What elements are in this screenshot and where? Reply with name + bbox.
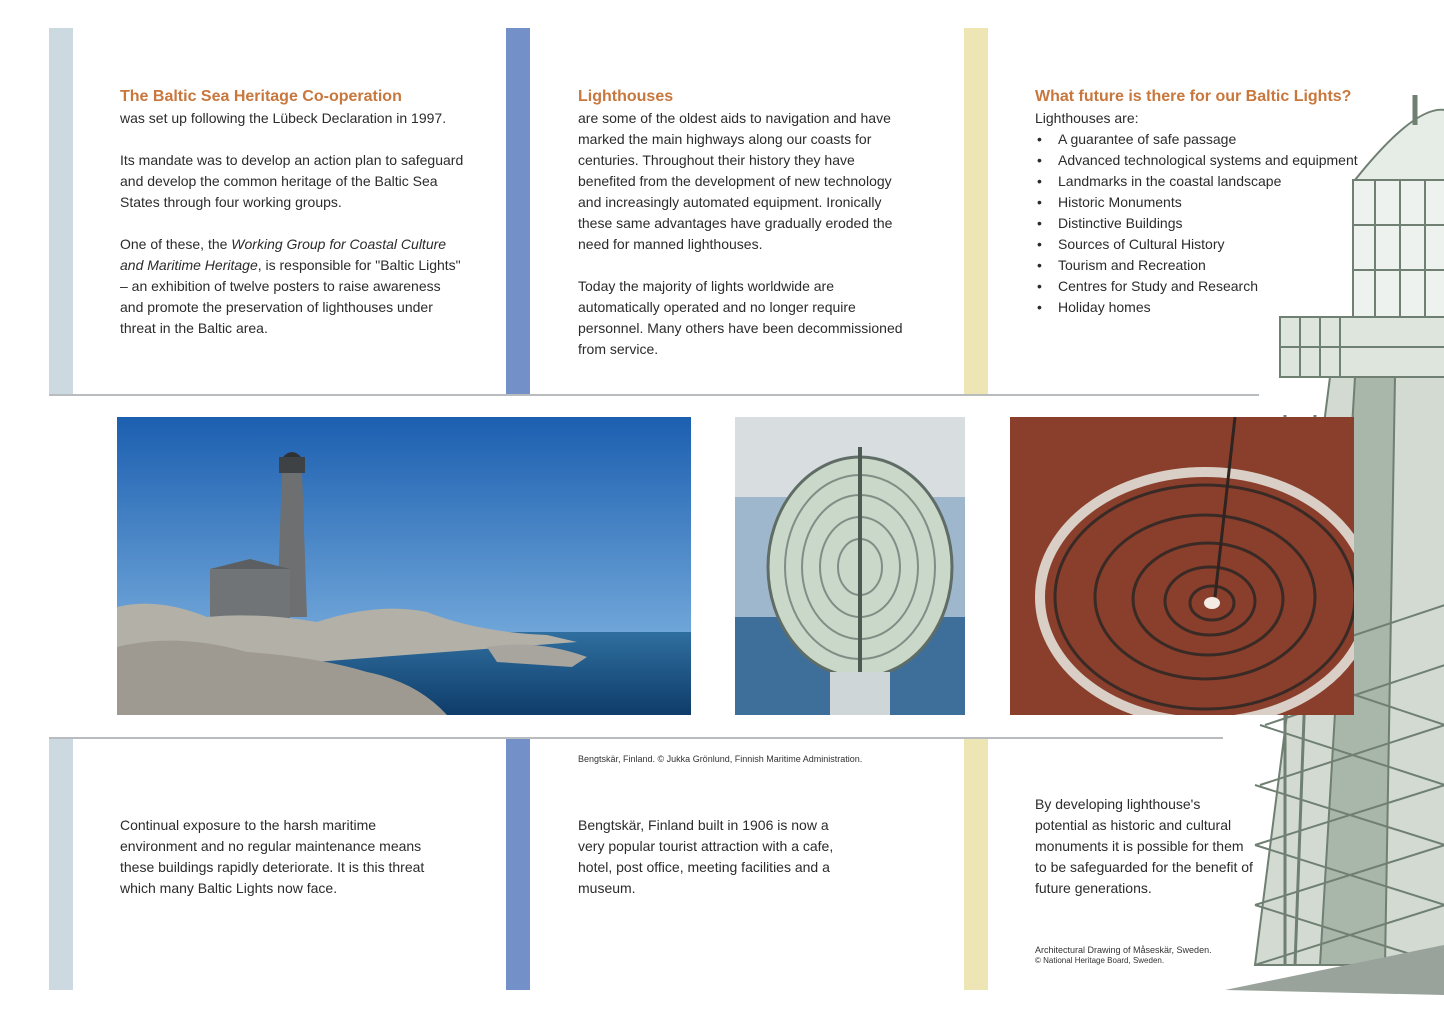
column-bar-1-bottom [49,738,73,990]
list-item: • Advanced technological systems and equipment [1035,150,1365,171]
list-item: • Holiday homes [1035,297,1365,318]
list-item: • Distinctive Buildings [1035,213,1365,234]
fresnel-lens-photo [735,417,965,715]
list-item: • Centres for Study and Research [1035,276,1365,297]
column-bar-3-top [964,28,988,394]
top-divider [49,394,1259,396]
bottom-divider [49,737,1223,739]
lighthouses-section [578,86,913,381]
future-paragraph [1035,794,1253,920]
paragraph: One of these, the Working Group for Coastal Culture and Maritime Heritage, is responsible for "Baltic Lights" – an exhibition of twelve posters to raise awareness and promote the preservation of lighthouses under threat in the Baltic area. [120,236,461,336]
paragraph: Its mandate was to develop an action plan to safeguard and develop the common heritage of the Baltic Sea States through four working groups. [120,152,464,210]
section-heading: The Baltic Sea Heritage Co-operation [120,88,402,105]
column-bar-2-bottom [506,738,530,990]
list-item: • Sources of Cultural History [1035,234,1365,255]
heritage-cooperation-section [120,86,465,360]
paragraph: Continual exposure to the harsh maritime environment and no regular maintenance means these buildings rapidly deteriorate. It is this threat which many Baltic Lights now face. [120,817,425,896]
drawing-caption: Architectural Drawing of Måseskär, Sweden. [1035,945,1212,955]
section-heading: Lighthouses [578,88,674,105]
paragraph: Bengtskär, Finland built in 1906 is now a very popular tourist attraction with a cafe, hotel, post office, meeting facilities and a museum. [578,817,834,896]
list-item: • Landmarks in the coastal landscape [1035,171,1365,192]
bengtskar-paragraph [578,815,838,920]
column-bar-1-top [49,28,73,394]
list-item: • Historic Monuments [1035,192,1365,213]
paragraph: Today the majority of lights worldwide are automatically operated and no longer require personnel. Many others have been decommissioned from service. [578,278,903,357]
column-bar-2-top [506,28,530,394]
lighthouse-roles-list [1035,129,1365,318]
list-intro: Lighthouses are: [1035,110,1139,126]
future-section [1035,86,1365,318]
spiral-staircase-photo [1010,417,1354,715]
paragraph: are some of the oldest aids to navigation and have marked the main highways along our coasts for centuries. Throughout their history they have benefited from the development of new technology and increasingly automated equipment. Ironically these same advantages have gradually eroded the need for manned lighthouses. [578,110,893,252]
section-heading: What future is there for our Baltic Lights? [1035,88,1352,105]
paragraph: By developing lighthouse's potential as historic and cultural monuments it is possible for them to be safeguarded for the benefit of future generations. [1035,796,1253,896]
threat-paragraph [120,815,450,920]
photo-caption: Bengtskär, Finland. © Jukka Grönlund, Finnish Maritime Administration. [578,754,863,764]
bengtskar-lighthouse-photo [117,417,691,715]
list-item: • Tourism and Recreation [1035,255,1365,276]
list-item: • A guarantee of safe passage [1035,129,1365,150]
paragraph: was set up following the Lübeck Declaration in 1997. [120,110,447,126]
column-bar-3-bottom [964,738,988,990]
drawing-credit: © National Heritage Board, Sweden. [1035,956,1165,965]
